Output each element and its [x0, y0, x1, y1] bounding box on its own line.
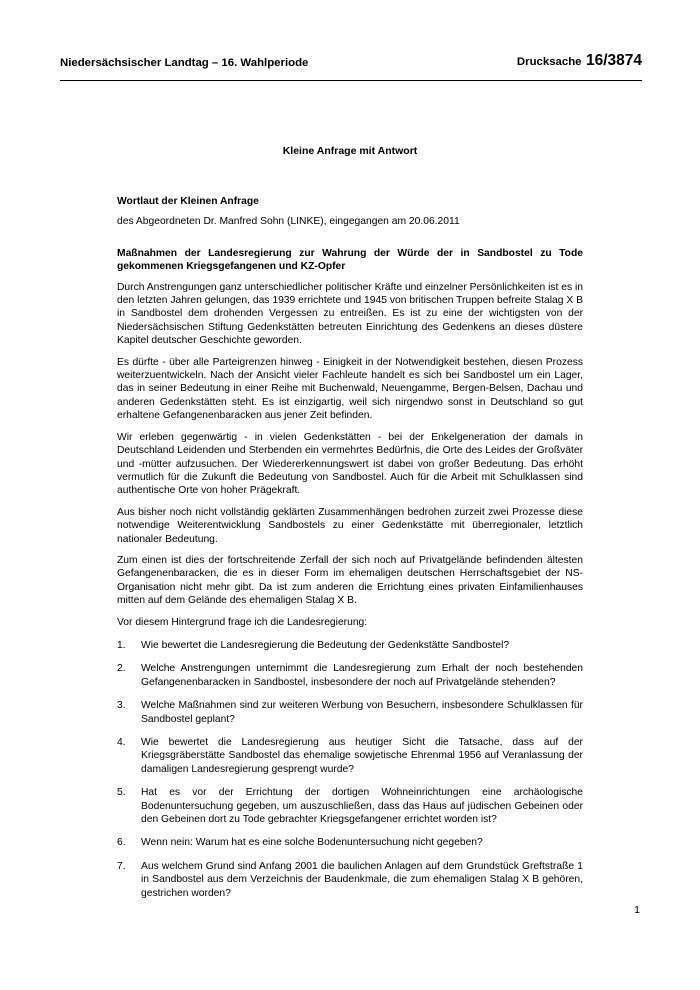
document-title: Kleine Anfrage mit Antwort	[282, 145, 418, 157]
submission-meta: des Abgeordneten Dr. Manfred Sohn (LINKE), eingegangen am 20.06.2011	[117, 216, 460, 228]
inquiry-heading: Maßnahmen der Landesregierung zur Wahrung der Würde der in Sandbostel zu Tode gekommenen Kriegsgefangenen und KZ-Opfer	[117, 247, 583, 273]
question-number: 3.	[117, 700, 126, 712]
question-item	[117, 699, 583, 726]
page-number: 1	[634, 904, 640, 916]
question-number: 1.	[117, 639, 126, 651]
question-item	[117, 639, 583, 652]
header-drucksache-number: 16/3874	[585, 52, 642, 69]
question-text: Wie bewertet die Landesregierung aus heutiger Sicht die Tatsache, dass auf der Kriegsgräberstätte Sandbostel das ehemalige sowjetische Ehrenmal 1956 auf Veranlassung der damaligen Landesregierung gesprengt wurde?	[141, 737, 583, 775]
question-item	[117, 786, 583, 826]
header-parliament-title: Niedersächsischer Landtag – 16. Wahlperiode	[60, 57, 309, 69]
question-item	[117, 860, 583, 900]
question-item	[117, 836, 583, 849]
page-header	[60, 52, 642, 76]
question-number: 4.	[117, 737, 126, 748]
question-number: 2.	[117, 663, 126, 675]
question-text: Wie bewertet die Landesregierung die Bedeutung der Gedenkstätte Sandbostel?	[141, 639, 510, 651]
body-paragraph: Wir erleben gegenwärtig - in vielen Gedenkstätten - bei der Enkelgeneration der damals in Deutschland Leidenden und Sterbenden ein vermehrtes Bedürfnis, die Orte des Leides der Großväter und -mütter aufzusuchen. Der Wiedererkennungswert ist dabei von großer Bedeutung. Das erhöht vermutlich für die Zukunft die Bedeutung von Sandbostel. Auch für die Arbeit mit Schulklassen sind authentische Orte von hoher Prägekraft.	[117, 431, 583, 497]
questions-lead-in: Vor diesem Hintergrund frage ich die Landesregierung:	[117, 616, 368, 628]
header-rule	[60, 80, 642, 81]
question-text: Aus welchem Grund sind Anfang 2001 die baulichen Anlagen auf dem Grundstück Greftstraße 1 in Sandbostel aus dem Verzeichnis der Baudenkmale, die zum ehemaligen Stalag X B gehören, gestrichen worden?	[141, 860, 583, 899]
question-number: 6.	[117, 837, 126, 849]
question-text: Welche Maßnahmen sind zur weiteren Werbung von Besuchern, insbesondere Schulklassen für Sandbostel geplant?	[141, 700, 583, 725]
question-number: 5.	[117, 787, 126, 799]
document-body	[117, 195, 583, 910]
header-drucksache-label: Drucksache	[516, 56, 582, 68]
section-subheading: Wortlaut der Kleinen Anfrage	[117, 196, 259, 207]
body-paragraph: Durch Anstrengungen ganz unterschiedlicher politischer Kräfte und einzelner Persönlichkeiten ist es in den letzten Jahren gelungen, das 1939 errichtete und 1945 von britischen Truppen befreite Stalag X B in Sandbostel dem drohenden Vergessen zu entreißen. Es ist zu eine der wichtigsten von der Niedersächsischen Stiftung Gedenkstätten betreuten Einrichtung des Gedenkens an dieses düstere Kapitel deutscher Geschichte geworden.	[117, 281, 583, 347]
body-paragraph: Zum einen ist dies der fortschreitende Zerfall der sich noch auf Privatgelände befindenden ältesten Gefangenenbaracken, die es in dieser Form im ehemaligen deutschen Herrschaftsgebiet der NS-Organisation nicht mehr gibt. Da ist zum anderen die Errichtung eines privaten Einfamilienhauses mitten auf dem Gelände des ehemaligen Stalag X B.	[117, 554, 583, 607]
question-text: Wenn nein: Warum hat es eine solche Bodenuntersuchung nicht gegeben?	[141, 837, 483, 849]
body-paragraph: Es dürfte - über alle Parteigrenzen hinweg - Einigkeit in der Notwendigkeit bestehen, diesen Prozess weiterzuentwickeln. Nach der Ansicht vieler Fachleute handelt es sich bei Sandbostel um ein Lager, das in seiner Bedeutung in einer Reihe mit Buchenwald, Neuengamme, Bergen-Belsen, Dachau und anderen Gedenkstätten steht. Es ist einzigartig, weil sich nirgendwo sonst in Deutschland so gut erhaltene Gefangenenbaracken aus jener Zeit befinden.	[117, 356, 583, 422]
question-item	[117, 662, 583, 689]
question-number: 7.	[117, 860, 126, 872]
question-list	[117, 639, 583, 900]
question-text: Welche Anstrengungen unternimmt die Landesregierung zum Erhalt der noch bestehenden Gefangenenbaracken in Sandbostel, insbesondere der noch auf Privatgelände stehenden?	[141, 663, 583, 688]
header-document-id	[517, 52, 642, 70]
body-paragraph: Aus bisher noch nicht vollständig geklärten Zusammenhängen bedrohen zurzeit zwei Prozesse diese notwendige Weiterentwicklung Sandbostels zu einer Gedenkstätte mit überregionaler, letztlich nationaler Bedeutung.	[117, 506, 583, 545]
question-item	[117, 736, 583, 776]
question-text: Hat es vor der Errichtung der dortigen Wohneinrichtungen eine archäologische Bodenuntersuchung gegeben, um auszuschließen, dass das Haus auf jüdischen Gebeinen oder den Gebeinen dort zu Tode gebrachter Kriegsgefangener errichtet worden ist?	[141, 787, 583, 826]
